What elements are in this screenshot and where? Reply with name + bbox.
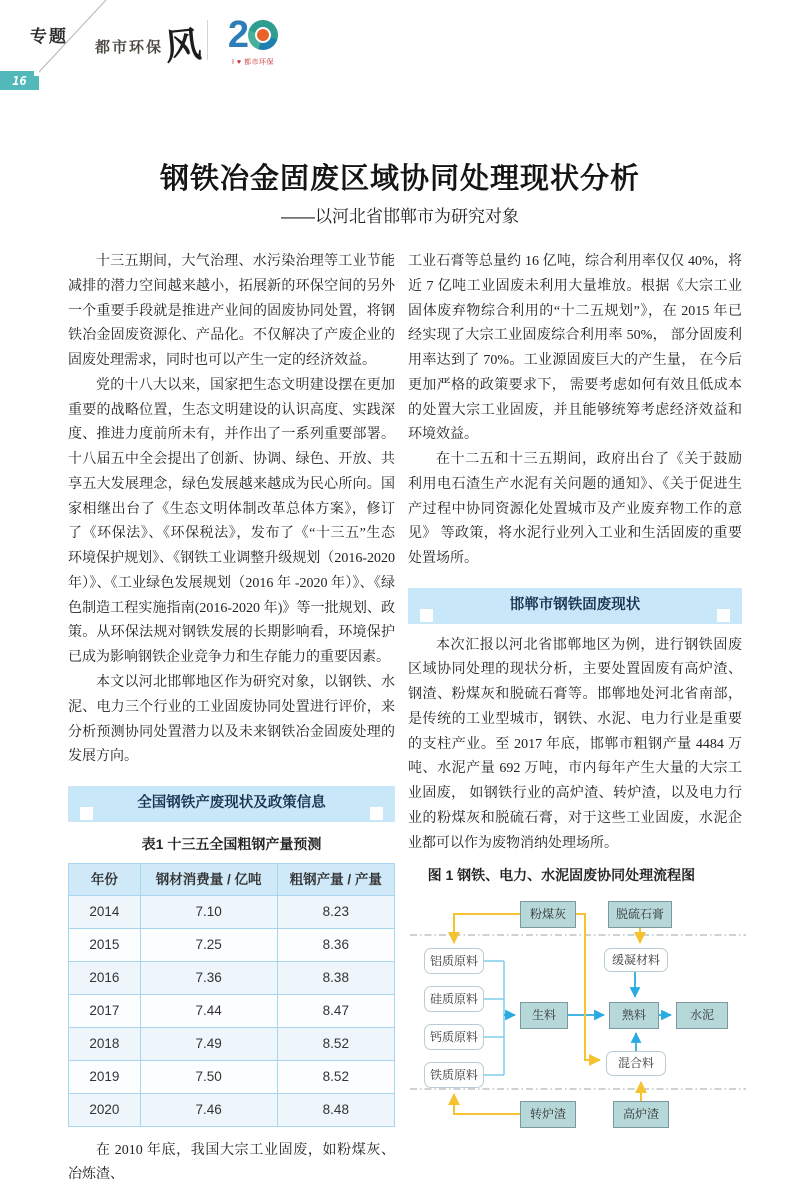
brand-logo bbox=[95, 24, 204, 68]
node-gypsum: 脱硫石膏 bbox=[608, 901, 672, 928]
cell-output: 8.52 bbox=[277, 1060, 394, 1093]
paragraph: 本文以河北邯郸地区作为研究对象，以钢铁、水泥、电力三个行业的工业固废协同处置进行评价，来分析预测协同处置潜力以及未来钢铁冶金固废处理的发展方向。 bbox=[68, 675, 395, 765]
cell-output: 8.52 bbox=[277, 1027, 394, 1060]
cell-output: 8.47 bbox=[277, 995, 394, 1028]
cell-consumption: 7.46 bbox=[140, 1093, 277, 1126]
arrow-flyash-to-mixture bbox=[576, 914, 600, 1060]
table-row bbox=[69, 1060, 395, 1093]
node-al-material: 铝质原料 bbox=[424, 948, 484, 974]
cell-year: 2015 bbox=[69, 929, 141, 962]
node-retarder: 缓凝材料 bbox=[604, 948, 668, 972]
cell-year: 2014 bbox=[69, 896, 141, 929]
cell-year: 2016 bbox=[69, 962, 141, 995]
brand-calligraphy-mark: 风 bbox=[163, 24, 204, 68]
table-title: 表1 十三五全国粗钢产量预测 bbox=[141, 835, 322, 852]
table-row bbox=[69, 929, 395, 962]
cell-consumption: 7.49 bbox=[140, 1027, 277, 1060]
col-header-consumption: 钢材消费量 / 亿吨 bbox=[140, 863, 277, 896]
table-row bbox=[69, 1093, 395, 1126]
anniversary-logo bbox=[218, 16, 288, 67]
cell-consumption: 7.36 bbox=[140, 962, 277, 995]
topic-label: 专题 bbox=[30, 27, 68, 46]
masthead bbox=[0, 0, 360, 110]
article-subtitle: ——以河北省邯郸市为研究对象 bbox=[281, 207, 519, 226]
raw-material-bus-line bbox=[484, 961, 504, 1075]
node-fly-ash: 粉煤灰 bbox=[520, 901, 576, 928]
node-fe-material: 铁质原料 bbox=[424, 1062, 484, 1088]
table-row bbox=[69, 896, 395, 929]
col-header-output: 粗钢产量 / 产量 bbox=[277, 863, 394, 896]
arrow-converterslag-to-femateria bbox=[454, 1094, 520, 1114]
table-header-row bbox=[69, 863, 395, 896]
paragraph: 在 2010 年底，我国大宗工业固废，如粉煤灰、冶炼渣、 bbox=[68, 1142, 395, 1183]
node-cement: 水泥 bbox=[676, 1002, 728, 1029]
paragraph: 十三五期间，大气治理、水污染治理等工业节能减排的潜力空间越来越小，拓展新的环保空间的另外一个重要手段就是推进产业间的固废协同处置，将钢铁冶金固废资源化、产品化。不仅解决了产废企业的固废处理需求，同时也可以产生一定的经济效益。 bbox=[68, 254, 395, 369]
right-column bbox=[408, 250, 742, 1141]
cell-output: 8.38 bbox=[277, 962, 394, 995]
table-row bbox=[69, 995, 395, 1028]
cell-consumption: 7.10 bbox=[140, 896, 277, 929]
process-flow-diagram bbox=[408, 893, 748, 1141]
anniversary-digit-2: 2 bbox=[227, 14, 248, 56]
cell-year: 2017 bbox=[69, 995, 141, 1028]
arrow-flyash-to-almaterial bbox=[454, 914, 520, 943]
article-title: 钢铁冶金固废区域协同处理现状分析 bbox=[159, 163, 640, 195]
brand-name: 都市环保 bbox=[95, 39, 164, 56]
figure-caption: 图 1 钢铁、电力、水泥固废协同处理流程图 bbox=[427, 866, 696, 883]
node-ca-material: 钙质原料 bbox=[424, 1024, 484, 1050]
cell-year: 2019 bbox=[69, 1060, 141, 1093]
cell-output: 8.23 bbox=[277, 896, 394, 929]
node-bf-slag: 高炉渣 bbox=[613, 1101, 669, 1128]
paragraph: 在十二五和十三五期间，政府出台了《关于鼓励利用电石渣生产水泥有关问题的通知》、《关于促进生产过程中协同资源化处置城市及产业废弃物工作的意见》 等政策，将水泥行业列入工业和生活固废的重要处置场所。 bbox=[408, 452, 742, 567]
section-banner-handan: 邯郸市钢铁固废现状 bbox=[408, 588, 742, 624]
cell-consumption: 7.25 bbox=[140, 929, 277, 962]
node-clinker: 熟料 bbox=[609, 1002, 659, 1029]
col-header-year: 年份 bbox=[69, 863, 141, 896]
anniversary-tagline: I ♥ 都市环保 bbox=[232, 59, 274, 66]
cell-consumption: 7.50 bbox=[140, 1060, 277, 1093]
cell-consumption: 7.44 bbox=[140, 995, 277, 1028]
node-raw-meal: 生料 bbox=[520, 1002, 568, 1029]
table-row bbox=[69, 1027, 395, 1060]
cell-output: 8.36 bbox=[277, 929, 394, 962]
node-mixture: 混合料 bbox=[606, 1051, 666, 1076]
crude-steel-forecast-table bbox=[68, 863, 395, 1127]
table-row bbox=[69, 962, 395, 995]
paragraph: 本次汇报以河北省邯郸地区为例，进行钢铁固废区域协同处理的现状分析，主要处置固废有高炉渣、钢渣、粉煤灰和脱硫石膏等。邯郸地处河北省南部，是传统的工业型城市，钢铁、水泥、电力行业是重要的支柱产业。至 2017 年底，邯郸市粗钢产量 4484 万吨、水泥产量 692 万吨，市内每年产生大量的大宗工业固废， 如钢铁行业的高炉渣、转炉渣，以及电力行业的粉煤灰和脱硫石膏，对于这些工业固废，水泥企业都可以作为废物消纳处理场所。 bbox=[408, 637, 742, 851]
page-number-tab: 16 bbox=[0, 71, 39, 90]
section-banner-national: 全国钢铁产废现状及政策信息 bbox=[68, 786, 395, 822]
cell-year: 2020 bbox=[69, 1093, 141, 1126]
cell-output: 8.48 bbox=[277, 1093, 394, 1126]
anniversary-ring-icon bbox=[248, 20, 278, 50]
paragraph: 党的十八大以来，国家把生态文明建设摆在更加重要的战略位置，生态文明建设的认识高度、实践深度、推进力度前所未有，并作出了一系列重要部署。十八届五中全会提出了创新、协调、绿色、开放、共享五大发展理念，绿色发展越来越成为民心所向。国家相继出台了《生态文明体制改革总体方案》，修订了《环保法》、《环保税法》，发布了《“十三五”生态环境保护规划》、《钢铁工业调整升级规划（2016-2020 年）》、《工业绿色发展规划（2016 年 -2020 年）》、《绿色制造工程实施指南(2016-2020 年)》等一批规划、政策。从环保法规对钢铁发展的长期影响看，环境保护已成为影响钢铁企业竞争力和生存能力的重要因素。 bbox=[68, 377, 395, 666]
cell-year: 2018 bbox=[69, 1027, 141, 1060]
masthead-divider bbox=[207, 20, 208, 60]
node-si-material: 硅质原料 bbox=[424, 986, 484, 1012]
paragraph: 工业石膏等总量约 16 亿吨，综合利用率仅仅 40%，将近 7 亿吨工业固废未利用大量堆放。根据《大宗工业固体废弃物综合利用的“十二五规划”》，在 2015 年已经实现了大宗工业固废综合利用率 50%， 部分固废利用率达到了 70%。工业源固废巨大的产生量， 在今后更加严格的政策要求下， 需要考虑如何有效且低成本的处置大宗工业固废，并且能够统筹考虑经济效益和环境效益。 bbox=[408, 254, 742, 443]
anniversary-20-mark bbox=[218, 16, 288, 54]
node-converter-slag: 转炉渣 bbox=[520, 1101, 576, 1128]
left-column bbox=[68, 250, 395, 1188]
